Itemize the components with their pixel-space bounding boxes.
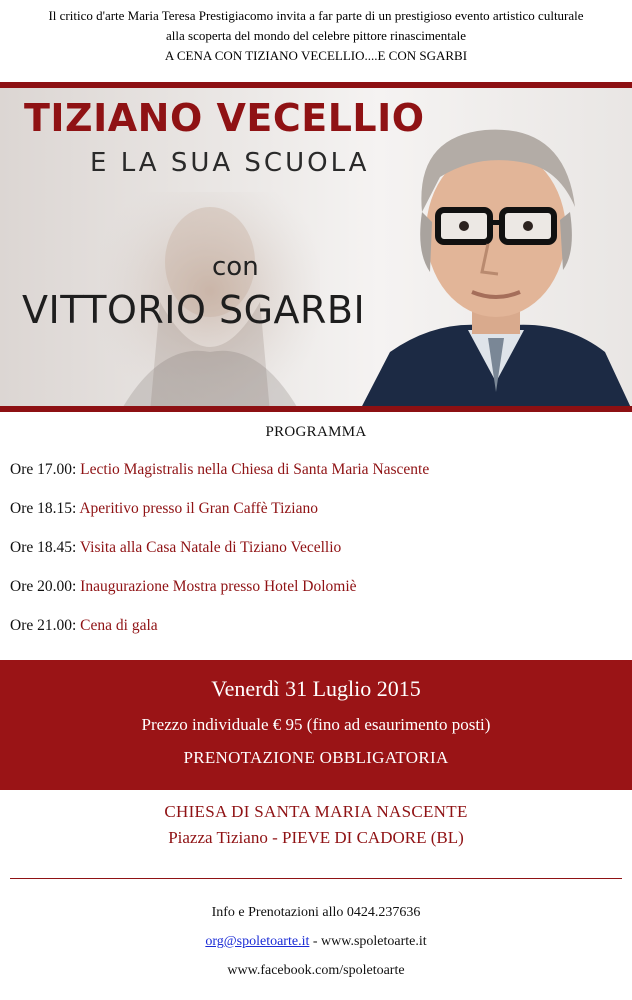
event-price: Prezzo individuale € 95 (fino ad esaurimento posti) — [141, 715, 491, 734]
program-description: Aperitivo presso il Gran Caffè Tiziano — [79, 500, 318, 517]
program-description: Lectio Magistralis nella Chiesa di Santa Maria Nascente — [80, 461, 430, 478]
venue-info — [0, 800, 632, 852]
intro-line-3: A CENA CON TIZIANO VECELLIO....E CON SGARBI — [164, 48, 468, 63]
intro-text — [0, 6, 632, 66]
program-item — [10, 499, 622, 538]
program-time: Ore 18.45: — [10, 539, 77, 556]
venue-name: CHIESA DI SANTA MARIA NASCENTE — [164, 802, 468, 821]
info-line: Info e Prenotazioni allo 0424.237636 — [211, 905, 421, 920]
event-details-box — [0, 660, 632, 790]
booking-notice: PRENOTAZIONE OBBLIGATORIA — [183, 748, 449, 767]
event-date: Venerdì 31 Luglio 2015 — [211, 676, 421, 701]
program-description: Cena di gala — [80, 617, 158, 634]
intro-line-1: Il critico d'arte Maria Teresa Prestigiacomo invita a far parte di un prestigioso evento artistico culturale — [48, 8, 584, 23]
banner-name: VITTORIO SGARBI — [22, 288, 366, 332]
program-item — [10, 616, 622, 655]
contacts — [0, 903, 632, 990]
contact-links — [0, 932, 632, 961]
event-banner — [0, 82, 632, 412]
intro-line-2: alla scoperta del mondo del celebre pittore rinascimentale — [166, 28, 466, 43]
link-separator: - — [309, 934, 322, 949]
banner-con: con — [212, 252, 259, 282]
venue-address: Piazza Tiziano - PIEVE DI CADORE (BL) — [168, 828, 464, 847]
program-time: Ore 17.00: — [10, 461, 77, 478]
program-item — [10, 577, 622, 616]
program-description: Visita alla Casa Natale di Tiziano Vecellio — [79, 539, 342, 556]
program-time: Ore 20.00: — [10, 578, 77, 595]
program-list — [10, 460, 622, 655]
banner-bottom-line — [0, 406, 632, 412]
email-link[interactable]: org@spoletoarte.it — [205, 934, 310, 949]
program-item — [10, 460, 622, 499]
section-divider — [10, 878, 622, 879]
website-link[interactable]: www.spoletoarte.it — [321, 934, 427, 949]
program-time: Ore 21.00: — [10, 617, 77, 634]
banner-top-line — [0, 82, 632, 88]
program-time: Ore 18.15: — [10, 500, 77, 517]
banner-title: TIZIANO VECELLIO — [24, 96, 425, 140]
sgarbi-portrait-image — [360, 102, 632, 410]
program-item — [10, 538, 622, 577]
program-heading: PROGRAMMA — [265, 424, 367, 440]
banner-subtitle: E LA SUA SCUOLA — [90, 148, 370, 178]
facebook-link[interactable]: www.facebook.com/spoletoarte — [227, 963, 405, 978]
program-description: Inaugurazione Mostra presso Hotel Dolomiè — [80, 578, 357, 595]
